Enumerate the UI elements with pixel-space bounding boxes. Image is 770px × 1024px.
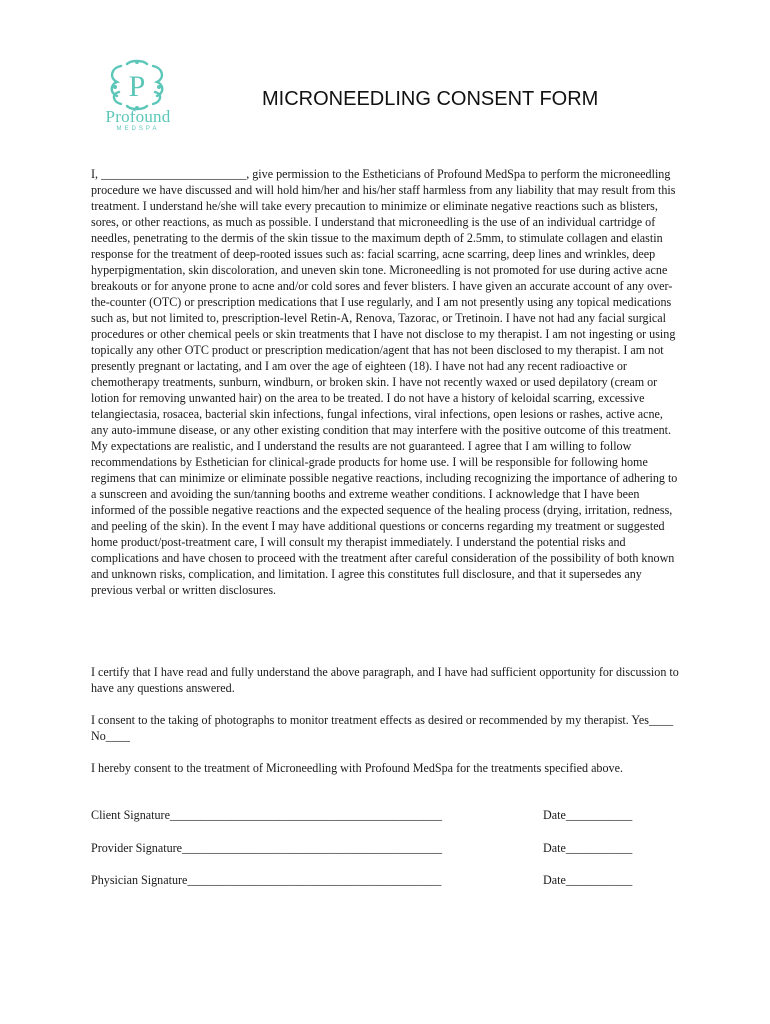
- client-signature-field[interactable]: Client Signature_____________________________________________: [91, 808, 443, 822]
- provider-date-field[interactable]: Date___________: [543, 841, 633, 855]
- physician-date-field[interactable]: Date___________: [543, 873, 633, 887]
- physician-signature-field[interactable]: Physician Signature__________________________________________: [91, 873, 442, 887]
- treatment-consent-paragraph: I hereby consent to the treatment of Microneedling with Profound MedSpa for the treatments specified above.: [91, 761, 623, 775]
- certify-paragraph: I certify that I have read and fully understand the above paragraph, and I have had sufficient opportunity for discussion to have any questions answered.: [91, 665, 679, 695]
- provider-signature-field[interactable]: Provider Signature___________________________________________: [91, 841, 443, 855]
- photo-consent-paragraph: I consent to the taking of photographs to monitor treatment effects as desired or recommended by my therapist. Yes____ No____: [91, 713, 674, 743]
- page-title: MICRONEEDLING CONSENT FORM: [262, 88, 599, 110]
- consent-paragraph: I, ________________________, give permission to the Estheticians of Profound MedSpa to perform the microneedling procedure we have discussed and will hold him/her and his/her staff harmless from any liability that may result from this treatment. I understand he/she will take every precaution to minimize or eliminate negative reactions such as blisters, sores, or other reactions, as much as possible. I understand that microneedling is the use of an individual cartridge of needles, penetrating to the dermis of the skin tissue to the maximum depth of 2.5mm, to stimulate collagen and elastin response for the treatment of deep-rooted issues such as: facial scarring, acne scarring, deep lines and wrinkles, deep hyperpigmentation, skin discoloration, and uneven skin tone. Microneedling is not promoted for use during active acne breakouts or for anyone prone to acne and/or cold sores and fever blisters. I have given an accurate account of any over-the-counter (OTC) or prescription medications that I use regularly, and I am not presently using any topical medications such as, but not limited to, prescription-level Retin-A, Renova, Tazorac, or Tretinoin. I have not had any facial surgical procedures or other chemical peels or skin treatments that I have not disclose to my therapist. I am not ingesting or using topically any other OTC product or prescription medication/agent that has not been disclosed to my therapist. I am not presently pregnant or lactating, and I am over the age of eighteen (18). I have not had any recent radioactive or chemotherapy treatments, sunburn, windburn, or broken skin. I have not recently waxed or used depilatory (cream or lotion for removing unwanted hair) on the area to be treated. I do not have a history of keloidal scarring, excessive telangiectasia, rosacea, bacterial skin infections, fungal infections, viral infections, open lesions or rashes, active acne, any auto-immune disease, or any other existing condition that may interfere with the positive outcome of this treatment. My expectations are realistic, and I understand the results are not guaranteed. I agree that I am willing to follow recommendations by Esthetician for clinical-grade products for home use. I will be responsible for following home regimens that can minimize or eliminate possible negative reactions, including recognizing the importance of adhering to a sunscreen and avoiding the sun/tanning booths and extreme weather conditions. I acknowledge that I have been informed of the possible negative reactions and the expected sequence of the healing process (drying, irritation, redness, and peeling of the skin). In the event I may have additional questions or concerns regarding my treatment or suggested home product/post-treatment care, I will consult my therapist immediately. I understand the potential risks and complications and have chosen to proceed with the treatment after careful consideration of the possibility of both known and unknown risks, complication, and limitation. I agree this constitutes full disclosure, and that it supersedes any previous verbal or written disclosures.: [91, 167, 678, 597]
- svg-text:P: P: [128, 70, 146, 103]
- client-date-field[interactable]: Date___________: [543, 808, 633, 822]
- logo-subtitle: MEDSPA: [116, 126, 160, 132]
- logo-name: Profound: [105, 107, 171, 126]
